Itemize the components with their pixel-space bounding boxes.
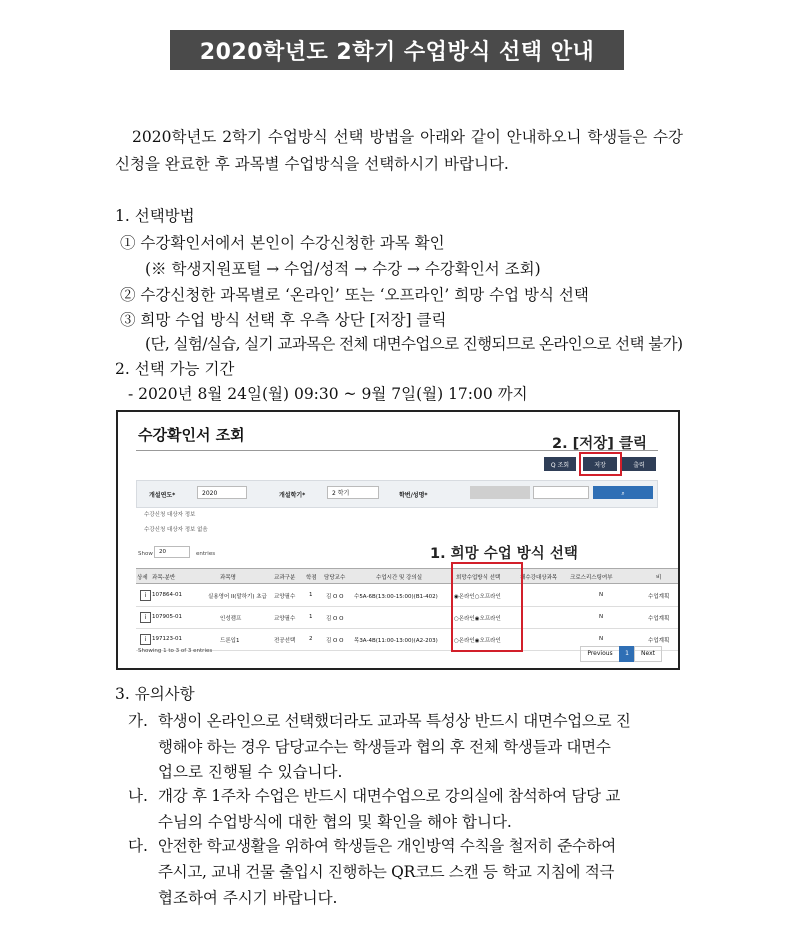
save-highlight-box xyxy=(579,452,622,476)
course-code: 107905-01 xyxy=(152,614,182,620)
notice-mark: 다. xyxy=(128,837,148,855)
method-highlight-box xyxy=(451,562,523,652)
search-button[interactable]: Q 조회 xyxy=(544,457,576,471)
next-page-button[interactable]: Next xyxy=(634,646,662,662)
notice-line: 업으로 진행될 수 있습니다. xyxy=(158,763,343,781)
professor: 김 O O xyxy=(326,616,344,622)
course-type: 교양필수 xyxy=(274,616,296,622)
method-radio[interactable]: ○온라인◉오프라인 xyxy=(454,638,501,644)
notice-mark: 나. xyxy=(128,787,148,805)
student-label: 학번/성명* xyxy=(399,492,428,499)
intro-paragraph: 2020학년도 2학기 수업방식 선택 방법을 아래와 같이 안내하오니 학생들은 수강신청을 완료한 후 과목별 수업방식을 선택하시기 바랍니다. xyxy=(115,128,683,173)
credit: 1 xyxy=(309,614,313,620)
course-name: 실용영어 II(말하기) 초급 xyxy=(208,594,267,600)
year-input[interactable]: 2020 xyxy=(197,486,247,499)
entries-label: entries xyxy=(196,551,216,557)
section1-item: ③ 희망 수업 방식 선택 후 우측 상단 [저장] 클릭 xyxy=(120,311,447,329)
detail-icon[interactable]: i xyxy=(140,634,151,645)
method-radio[interactable]: ○온라인◉오프라인 xyxy=(454,616,501,622)
section2-period: - 2020년 8월 24일(월) 09:30 ~ 9월 7일(월) 17:00 까지 xyxy=(128,385,528,403)
notice-line: 수님의 수업방식에 대한 협의 및 확인을 해야 합니다. xyxy=(158,813,512,831)
page-title: 2020학년도 2학기 수업방식 선택 안내 xyxy=(170,30,624,70)
column-header: 크로스리스팅여부 xyxy=(570,575,613,581)
print-button[interactable]: 출력 xyxy=(622,457,656,471)
section1-item: ② 수강신청한 과목별로 ‘온라인’ 또는 ‘오프라인’ 희망 수업 방식 선택 xyxy=(120,286,589,304)
column-header: 재수강대상과목 xyxy=(520,575,558,581)
syllabus-link[interactable]: 수업계획 xyxy=(648,616,670,622)
class-time: 수5A-6B(13:00-15:00)(B1-402) xyxy=(354,594,438,600)
column-header: 과목-분반 xyxy=(152,575,176,581)
section1-item: (단, 실험/실습, 실기 교과목은 전체 대면수업으로 진행되므로 온라인으로 선택 불가) xyxy=(145,335,683,353)
cross-listing: N xyxy=(599,636,604,642)
column-header: 희망수업방식 선택 xyxy=(456,575,501,581)
column-header: 학점 xyxy=(306,575,317,581)
showing-entries: Showing 1 to 3 of 3 entries xyxy=(138,648,213,654)
cross-listing: N xyxy=(599,614,604,620)
table-row xyxy=(136,584,678,607)
notice-line: 개강 후 1주차 수업은 반드시 대면수업으로 강의실에 참석하여 담당 교 xyxy=(158,787,621,805)
syllabus-link[interactable]: 수업계획 xyxy=(648,594,670,600)
column-header: 담당교수 xyxy=(324,575,346,581)
term-label: 개설학기* xyxy=(279,492,306,499)
save-button[interactable]: 저장 xyxy=(583,457,617,471)
course-type: 교양필수 xyxy=(274,594,296,600)
column-header: 수업시간 및 강의실 xyxy=(376,575,423,581)
info-empty: 수강신청 대상자 정보 없음 xyxy=(144,527,208,533)
page-1-button[interactable]: 1 xyxy=(619,646,635,662)
student-id-input[interactable] xyxy=(470,486,530,499)
credit: 2 xyxy=(309,636,313,642)
notice-line: 협조하여 주시기 바랍니다. xyxy=(158,889,338,907)
cross-listing: N xyxy=(599,592,604,598)
notice-mark: 가. xyxy=(128,712,148,730)
notice-line: 주시고, 교내 건물 출입시 진행하는 QR코드 스캔 등 학교 지침에 적극 xyxy=(158,863,615,881)
credit: 1 xyxy=(309,592,313,598)
column-header: 비 xyxy=(656,575,662,581)
select-annotation: 1. 희망 수업 방식 선택 xyxy=(430,546,578,562)
student-name-input[interactable] xyxy=(533,486,589,499)
previous-page-button[interactable]: Previous xyxy=(580,646,620,662)
section1-item: (※ 학생지원포털 → 수업/성적 → 수강 → 수강확인서 조회) xyxy=(145,260,541,278)
section1-item: ① 수강확인서에서 본인이 수강신청한 과목 확인 xyxy=(120,234,445,252)
show-label: Show xyxy=(138,551,153,557)
screenshot-title: 수강확인서 조회 xyxy=(138,426,245,444)
notice-line: 안전한 학교생활을 위하여 학생들은 개인방역 수칙을 철저히 준수하여 xyxy=(158,837,616,855)
column-header: 교과구분 xyxy=(274,575,296,581)
course-code: 197123-01 xyxy=(152,636,182,642)
detail-icon[interactable]: i xyxy=(140,590,151,601)
course-code: 107864-01 xyxy=(152,592,182,598)
section2-heading: 2. 선택 가능 기간 xyxy=(115,360,235,378)
section3-heading: 3. 유의사항 xyxy=(115,685,195,703)
course-name: 드론입1 xyxy=(220,638,240,644)
year-label: 개설연도* xyxy=(149,492,176,499)
table-row xyxy=(136,606,678,629)
professor: 김 O O xyxy=(326,594,344,600)
save-annotation: 2. [저장] 클릭 xyxy=(552,436,647,452)
column-header: 과목명 xyxy=(220,575,236,581)
term-select[interactable]: 2 학기 xyxy=(327,486,379,499)
syllabus-link[interactable]: 수업계획 xyxy=(648,638,670,644)
info-title: 수강신청 대상자 정보 xyxy=(144,512,196,518)
course-confirmation-screenshot xyxy=(116,410,680,670)
method-radio[interactable]: ◉온라인○오프라인 xyxy=(454,594,501,600)
column-header: 상세 xyxy=(137,575,148,581)
notice-line: 행해야 하는 경우 담당교수는 학생들과 협의 후 전체 학생들과 대면수 xyxy=(158,738,611,756)
search-icon[interactable]: ⌕ xyxy=(593,486,653,499)
filter-bar xyxy=(136,480,658,508)
course-type: 전공선택 xyxy=(274,638,296,644)
detail-icon[interactable]: i xyxy=(140,612,151,623)
class-time: 목3A-4B(11:00-13:00)(A2-203) xyxy=(354,638,438,644)
notice-line: 학생이 온라인으로 선택했더라도 교과목 특성상 반드시 대면수업으로 진 xyxy=(158,712,631,730)
section1-heading: 1. 선택방법 xyxy=(115,207,195,225)
entries-select[interactable]: 20 xyxy=(154,546,190,558)
table-header xyxy=(136,568,678,584)
professor: 김 O O xyxy=(326,638,344,644)
course-name: 인성캠프 xyxy=(220,616,242,622)
